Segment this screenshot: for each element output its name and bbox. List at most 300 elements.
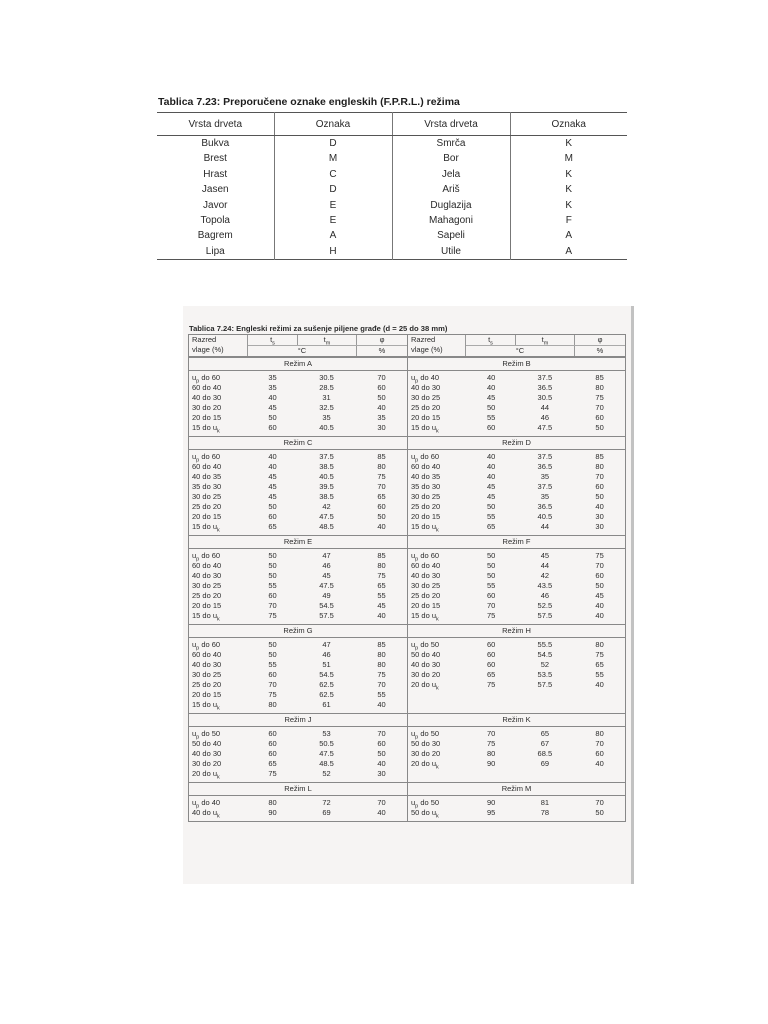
cell-tm: 36.5 bbox=[537, 383, 553, 392]
cell-tm: 55.5 bbox=[537, 640, 553, 649]
cell-phi: 80 bbox=[377, 561, 386, 570]
table-row bbox=[189, 482, 407, 492]
table-row bbox=[408, 680, 625, 690]
cell-phi: 70 bbox=[595, 798, 604, 807]
moisture-text: 50 do 40 bbox=[411, 650, 441, 659]
cell-code: E bbox=[274, 198, 392, 213]
regime-block bbox=[189, 358, 407, 436]
cell-moisture-range bbox=[189, 482, 248, 492]
moisture-text: 40 do 30 bbox=[192, 571, 222, 580]
cell-phi: 40 bbox=[377, 403, 386, 412]
cell-species: Javor bbox=[203, 199, 228, 211]
cell-ts: 55 bbox=[268, 660, 277, 669]
cell-species: Bagrem bbox=[197, 230, 233, 242]
cell-ts: 40 bbox=[486, 472, 496, 481]
cell-phi: 30 bbox=[377, 769, 386, 778]
moisture-text: 30 do 20 bbox=[411, 670, 441, 679]
cell-species: Utile bbox=[392, 244, 510, 260]
cell-phi: 50 bbox=[377, 512, 386, 521]
table-row bbox=[189, 413, 407, 423]
table-row bbox=[189, 561, 407, 571]
moisture-text: 50 do u bbox=[411, 808, 437, 817]
header-unit-pct: % bbox=[574, 346, 625, 356]
cell-ts: 35 bbox=[268, 373, 277, 382]
table-row bbox=[408, 749, 625, 759]
moisture-subscript: p bbox=[196, 457, 200, 464]
header-phi: φ bbox=[574, 335, 625, 345]
cell-ts: 45 bbox=[486, 482, 496, 491]
table-row bbox=[408, 492, 625, 502]
moisture-text: 30 do 20 bbox=[192, 759, 222, 768]
moisture-text: 30 do 25 bbox=[411, 393, 441, 402]
cell-tm: 46 bbox=[322, 650, 331, 659]
cell-phi: 55 bbox=[595, 670, 604, 679]
table-row bbox=[408, 561, 625, 571]
cell-moisture-range bbox=[189, 640, 248, 650]
regime-section-row bbox=[189, 782, 625, 821]
moisture-text-tail: do 50 bbox=[418, 798, 440, 807]
cell-phi: 50 bbox=[595, 423, 604, 432]
cell-phi: 40 bbox=[377, 522, 386, 531]
cell-tm: 47.5 bbox=[319, 581, 334, 590]
cell-ts: 40 bbox=[268, 462, 277, 471]
moisture-text: u bbox=[411, 373, 416, 382]
cell-phi: 70 bbox=[595, 561, 604, 570]
cell-phi: 60 bbox=[377, 502, 386, 511]
cell-tm: 30.5 bbox=[537, 393, 553, 402]
cell-ts: 75 bbox=[268, 611, 277, 620]
cell-phi: 60 bbox=[595, 749, 604, 758]
cell-ts: 45 bbox=[486, 492, 496, 501]
cell-ts: 50 bbox=[486, 561, 496, 570]
cell-tm: 47.5 bbox=[537, 423, 553, 432]
cell-species: Bor bbox=[392, 151, 510, 166]
cell-ts: 50 bbox=[486, 571, 496, 580]
cell-ts: 60 bbox=[486, 423, 496, 432]
table-row bbox=[408, 601, 625, 611]
cell-moisture-range bbox=[189, 601, 248, 611]
regime-block bbox=[189, 437, 407, 535]
cell-ts: 75 bbox=[486, 611, 496, 620]
moisture-text: 20 do 15 bbox=[192, 512, 222, 521]
cell-moisture-range bbox=[408, 551, 467, 561]
table-row bbox=[408, 423, 625, 433]
cell-phi: 35 bbox=[377, 413, 386, 422]
moisture-text: 35 do 30 bbox=[192, 482, 222, 491]
cell-moisture-range bbox=[189, 403, 248, 413]
cell-tm: 48.5 bbox=[319, 522, 334, 531]
cell-moisture-range bbox=[408, 640, 467, 650]
cell-code: F bbox=[510, 213, 627, 228]
cell-ts: 70 bbox=[268, 680, 277, 689]
cell-moisture-range bbox=[408, 660, 467, 670]
moisture-text: 20 do 15 bbox=[192, 413, 222, 422]
cell-phi: 80 bbox=[377, 660, 386, 669]
cell-ts: 90 bbox=[268, 808, 277, 817]
cell-tm: 40.5 bbox=[319, 472, 334, 481]
cell-phi: 50 bbox=[595, 492, 604, 501]
table-row bbox=[157, 167, 627, 182]
cell-moisture-range bbox=[408, 413, 467, 423]
moisture-text: 25 do 20 bbox=[411, 502, 441, 511]
moisture-text: 30 do 25 bbox=[411, 581, 441, 590]
table-row bbox=[408, 403, 625, 413]
column-header-code: Oznaka bbox=[274, 113, 392, 136]
cell-moisture-range bbox=[408, 561, 467, 571]
moisture-text-tail: do 60 bbox=[418, 452, 440, 461]
table-row bbox=[189, 551, 407, 561]
cell-ts: 55 bbox=[486, 581, 496, 590]
cell-phi: 40 bbox=[595, 680, 604, 689]
cell-ts: 50 bbox=[486, 403, 496, 412]
moisture-subscript: p bbox=[196, 645, 200, 652]
moisture-text: 40 do 30 bbox=[192, 660, 222, 669]
cell-tm: 38.5 bbox=[319, 492, 334, 501]
moisture-text: 15 do u bbox=[411, 522, 437, 531]
cell-tm: 67 bbox=[540, 739, 550, 748]
cell-species: Jasen bbox=[201, 184, 229, 196]
cell-moisture-range bbox=[189, 591, 248, 601]
cell-tm: 52 bbox=[322, 769, 331, 778]
cell-moisture-range bbox=[189, 571, 248, 581]
cell-moisture-range bbox=[189, 581, 248, 591]
cell-species: Brest bbox=[203, 153, 227, 165]
cell-ts: 45 bbox=[268, 403, 277, 412]
cell-species: Ariš bbox=[392, 182, 510, 197]
table-row bbox=[189, 383, 407, 393]
regime-block bbox=[407, 783, 625, 821]
moisture-text: u bbox=[192, 640, 197, 649]
cell-tm: 52 bbox=[540, 660, 550, 669]
moisture-subscript: p bbox=[196, 378, 200, 385]
table-row bbox=[408, 591, 625, 601]
regime-title: Režim G bbox=[189, 625, 407, 638]
moisture-text-tail: do 60 bbox=[199, 551, 221, 560]
cell-species: Hrast bbox=[203, 168, 228, 180]
cell-phi: 60 bbox=[377, 383, 386, 392]
cell-moisture-range bbox=[189, 413, 248, 423]
cell-moisture-range bbox=[408, 522, 467, 532]
cell-tm: 36.5 bbox=[537, 502, 553, 511]
cell-species: Duglazija bbox=[392, 198, 510, 213]
table-row bbox=[189, 729, 407, 739]
cell-ts: 40 bbox=[486, 373, 496, 382]
moisture-subscript: k bbox=[436, 764, 439, 771]
cell-code: K bbox=[510, 136, 627, 152]
moisture-subscript: k bbox=[436, 616, 439, 623]
table-row bbox=[189, 373, 407, 383]
cell-species: Smrča bbox=[392, 136, 510, 152]
cell-moisture-range bbox=[408, 452, 467, 462]
cell-ts: 55 bbox=[486, 512, 496, 521]
moisture-subscript: p bbox=[196, 734, 200, 741]
moisture-text: 60 do 40 bbox=[411, 462, 441, 471]
cell-moisture-range bbox=[408, 808, 467, 818]
table-7-23-caption: Tablica 7.23: Preporučene oznake engleskih (F.P.R.L.) režima bbox=[158, 96, 460, 108]
table-row bbox=[189, 739, 407, 749]
moisture-subscript: p bbox=[196, 803, 200, 810]
cell-tm: 40.5 bbox=[537, 512, 553, 521]
cell-tm: 68.5 bbox=[537, 749, 553, 758]
moisture-text-tail: do 50 bbox=[418, 640, 440, 649]
moisture-text: 25 do 20 bbox=[192, 680, 222, 689]
cell-tm: 48.5 bbox=[319, 759, 334, 768]
table-row bbox=[408, 551, 625, 561]
moisture-subscript: p bbox=[415, 803, 419, 810]
cell-moisture-range bbox=[408, 393, 467, 403]
cell-tm: 50.5 bbox=[319, 739, 334, 748]
header-moisture-class: Razred bbox=[411, 335, 436, 344]
cell-tm: 46 bbox=[322, 561, 331, 570]
cell-code: M bbox=[510, 151, 627, 166]
moisture-subscript: k bbox=[217, 527, 220, 534]
cell-phi: 70 bbox=[377, 373, 386, 382]
cell-phi: 70 bbox=[377, 798, 386, 807]
cell-moisture-range bbox=[189, 660, 248, 670]
header-moisture-class: Razred bbox=[192, 335, 217, 344]
regime-block bbox=[189, 783, 407, 821]
cell-ts: 45 bbox=[486, 393, 496, 402]
moisture-text: 40 do 35 bbox=[192, 472, 222, 481]
regime-block bbox=[407, 625, 625, 713]
cell-phi: 85 bbox=[377, 452, 386, 461]
table-row bbox=[408, 373, 625, 383]
cell-moisture-range bbox=[189, 373, 248, 383]
cell-moisture-range bbox=[408, 680, 467, 690]
table-row bbox=[408, 571, 625, 581]
table-row bbox=[189, 452, 407, 462]
cell-tm: 54.5 bbox=[319, 601, 334, 610]
cell-code: A bbox=[274, 228, 392, 243]
cell-phi: 40 bbox=[377, 808, 386, 817]
moisture-text: 20 do u bbox=[411, 759, 437, 768]
cell-moisture-range bbox=[189, 749, 248, 759]
cell-ts: 60 bbox=[268, 749, 277, 758]
cell-species: Mahagoni bbox=[392, 213, 510, 228]
moisture-text: 40 do 30 bbox=[411, 571, 441, 580]
table-row bbox=[408, 660, 625, 670]
cell-moisture-range bbox=[408, 423, 467, 433]
moisture-text-tail: do 60 bbox=[199, 452, 221, 461]
moisture-text: 60 do 40 bbox=[192, 650, 222, 659]
column-header-species: Vrsta drveta bbox=[157, 113, 274, 136]
cell-ts: 50 bbox=[268, 502, 277, 511]
table-row bbox=[408, 650, 625, 660]
cell-ts: 50 bbox=[486, 502, 496, 511]
moisture-text: 20 do u bbox=[192, 769, 218, 778]
moisture-text-tail: do 60 bbox=[418, 551, 440, 560]
moisture-subscript: k bbox=[217, 705, 220, 712]
cell-phi: 60 bbox=[595, 413, 604, 422]
cell-ts: 45 bbox=[268, 472, 277, 481]
cell-ts: 50 bbox=[268, 413, 277, 422]
cell-moisture-range bbox=[189, 393, 248, 403]
table-row bbox=[189, 769, 407, 779]
cell-tm: 69 bbox=[322, 808, 331, 817]
regime-section-row bbox=[189, 357, 625, 436]
cell-phi: 85 bbox=[377, 551, 386, 560]
cell-phi: 50 bbox=[377, 749, 386, 758]
cell-moisture-range bbox=[189, 729, 248, 739]
cell-ts: 75 bbox=[486, 739, 496, 748]
moisture-text: u bbox=[192, 452, 197, 461]
cell-moisture-range bbox=[189, 462, 248, 472]
cell-code: K bbox=[510, 167, 627, 182]
cell-phi: 40 bbox=[377, 700, 386, 709]
cell-phi: 55 bbox=[377, 690, 386, 699]
cell-moisture-range bbox=[189, 452, 248, 462]
regime-block bbox=[189, 714, 407, 782]
cell-moisture-range bbox=[408, 512, 467, 522]
cell-tm: 52.5 bbox=[537, 601, 553, 610]
table-7-24 bbox=[188, 334, 626, 822]
cell-phi: 60 bbox=[595, 482, 604, 491]
cell-phi: 85 bbox=[595, 373, 604, 382]
cell-ts: 70 bbox=[268, 601, 277, 610]
moisture-text: 15 do u bbox=[192, 522, 218, 531]
moisture-text-tail: do 60 bbox=[199, 373, 221, 382]
cell-ts: 60 bbox=[268, 670, 277, 679]
cell-moisture-range bbox=[189, 798, 248, 808]
cell-tm: 30.5 bbox=[319, 373, 334, 382]
cell-ts: 35 bbox=[268, 383, 277, 392]
table-row bbox=[189, 798, 407, 808]
cell-tm: 44 bbox=[540, 403, 550, 412]
cell-phi: 60 bbox=[377, 739, 386, 748]
cell-phi: 40 bbox=[595, 502, 604, 511]
cell-moisture-range bbox=[408, 492, 467, 502]
cell-moisture-range bbox=[408, 650, 467, 660]
cell-moisture-range bbox=[189, 492, 248, 502]
regime-block bbox=[407, 358, 625, 436]
cell-moisture-range bbox=[408, 571, 467, 581]
header-moisture-unit: vlage (%) bbox=[411, 345, 443, 354]
moisture-text: 20 do u bbox=[411, 680, 437, 689]
table-row bbox=[189, 759, 407, 769]
moisture-text: 30 do 25 bbox=[411, 492, 441, 501]
table-row bbox=[408, 640, 625, 650]
table-row bbox=[189, 581, 407, 591]
cell-ts: 60 bbox=[486, 640, 496, 649]
cell-moisture-range bbox=[189, 739, 248, 749]
cell-species: Topola bbox=[200, 215, 230, 227]
header-ts: $t_s$ bbox=[270, 335, 275, 347]
cell-ts: 40 bbox=[486, 383, 496, 392]
moisture-text: 40 do 30 bbox=[411, 383, 441, 392]
moisture-text-tail: do 40 bbox=[418, 373, 440, 382]
cell-tm: 35 bbox=[540, 472, 550, 481]
cell-phi: 85 bbox=[377, 640, 386, 649]
cell-tm: 53 bbox=[322, 729, 331, 738]
regime-block bbox=[407, 714, 625, 782]
moisture-text: 60 do 40 bbox=[192, 383, 222, 392]
column-header-code: Oznaka bbox=[510, 113, 627, 136]
moisture-text: 50 do 40 bbox=[192, 739, 222, 748]
cell-ts: 60 bbox=[268, 423, 277, 432]
moisture-subscript: p bbox=[415, 556, 419, 563]
moisture-text-tail: do 40 bbox=[199, 798, 221, 807]
cell-moisture-range bbox=[408, 759, 467, 769]
cell-ts: 60 bbox=[486, 660, 496, 669]
regime-section-row bbox=[189, 713, 625, 782]
moisture-text: u bbox=[192, 729, 197, 738]
moisture-subscript: k bbox=[436, 685, 439, 692]
header-ts: $t_s$ bbox=[488, 335, 493, 347]
cell-tm: 46 bbox=[540, 591, 550, 600]
table-row bbox=[189, 808, 407, 818]
cell-phi: 30 bbox=[595, 512, 604, 521]
cell-phi: 55 bbox=[377, 591, 386, 600]
moisture-text: 30 do 20 bbox=[411, 749, 441, 758]
cell-phi: 40 bbox=[595, 611, 604, 620]
table-row bbox=[189, 650, 407, 660]
cell-tm: 35 bbox=[540, 492, 550, 501]
moisture-text: 20 do 15 bbox=[411, 413, 441, 422]
table-row bbox=[157, 244, 627, 260]
cell-ts: 60 bbox=[268, 739, 277, 748]
cell-ts: 70 bbox=[486, 729, 496, 738]
table-row bbox=[408, 729, 625, 739]
cell-ts: 50 bbox=[268, 650, 277, 659]
moisture-text: 25 do 20 bbox=[192, 591, 222, 600]
cell-phi: 30 bbox=[377, 423, 386, 432]
table-row bbox=[408, 472, 625, 482]
regime-title: Režim B bbox=[408, 358, 625, 371]
cell-species: Bukva bbox=[201, 138, 230, 149]
cell-tm: 69 bbox=[540, 759, 550, 768]
cell-ts: 90 bbox=[486, 798, 496, 807]
cell-phi: 40 bbox=[595, 601, 604, 610]
table-row bbox=[189, 640, 407, 650]
cell-code: H bbox=[274, 244, 392, 260]
cell-phi: 45 bbox=[377, 601, 386, 610]
moisture-text: 30 do 25 bbox=[192, 492, 222, 501]
header-unit-pct: % bbox=[356, 346, 407, 356]
table-row bbox=[408, 670, 625, 680]
cell-moisture-range bbox=[408, 462, 467, 472]
moisture-text: 15 do u bbox=[192, 423, 218, 432]
table-row bbox=[189, 601, 407, 611]
moisture-subscript: p bbox=[415, 457, 419, 464]
cell-tm: 57.5 bbox=[537, 611, 553, 620]
cell-tm: 45 bbox=[540, 551, 550, 560]
cell-ts: 65 bbox=[486, 670, 496, 679]
table-row bbox=[189, 670, 407, 680]
table-row bbox=[189, 403, 407, 413]
cell-phi: 80 bbox=[377, 462, 386, 471]
cell-phi: 75 bbox=[377, 670, 386, 679]
moisture-text: u bbox=[411, 551, 416, 560]
cell-phi: 75 bbox=[595, 393, 604, 402]
cell-tm: 78 bbox=[540, 808, 550, 817]
moisture-text: 40 do 30 bbox=[192, 749, 222, 758]
cell-ts: 90 bbox=[486, 759, 496, 768]
moisture-text: 40 do u bbox=[192, 808, 218, 817]
moisture-text: u bbox=[411, 452, 416, 461]
moisture-text: 35 do 30 bbox=[411, 482, 441, 491]
moisture-text: 15 do u bbox=[192, 700, 218, 709]
moisture-text: 25 do 20 bbox=[411, 403, 441, 412]
cell-phi: 30 bbox=[595, 522, 604, 531]
cell-moisture-range bbox=[189, 502, 248, 512]
cell-tm: 81 bbox=[540, 798, 550, 807]
cell-tm: 37.5 bbox=[319, 452, 334, 461]
regime-title: Režim J bbox=[189, 714, 407, 727]
moisture-subscript: p bbox=[415, 645, 419, 652]
cell-ts: 60 bbox=[268, 729, 277, 738]
cell-tm: 44 bbox=[540, 522, 550, 531]
moisture-text: 30 do 25 bbox=[192, 670, 222, 679]
